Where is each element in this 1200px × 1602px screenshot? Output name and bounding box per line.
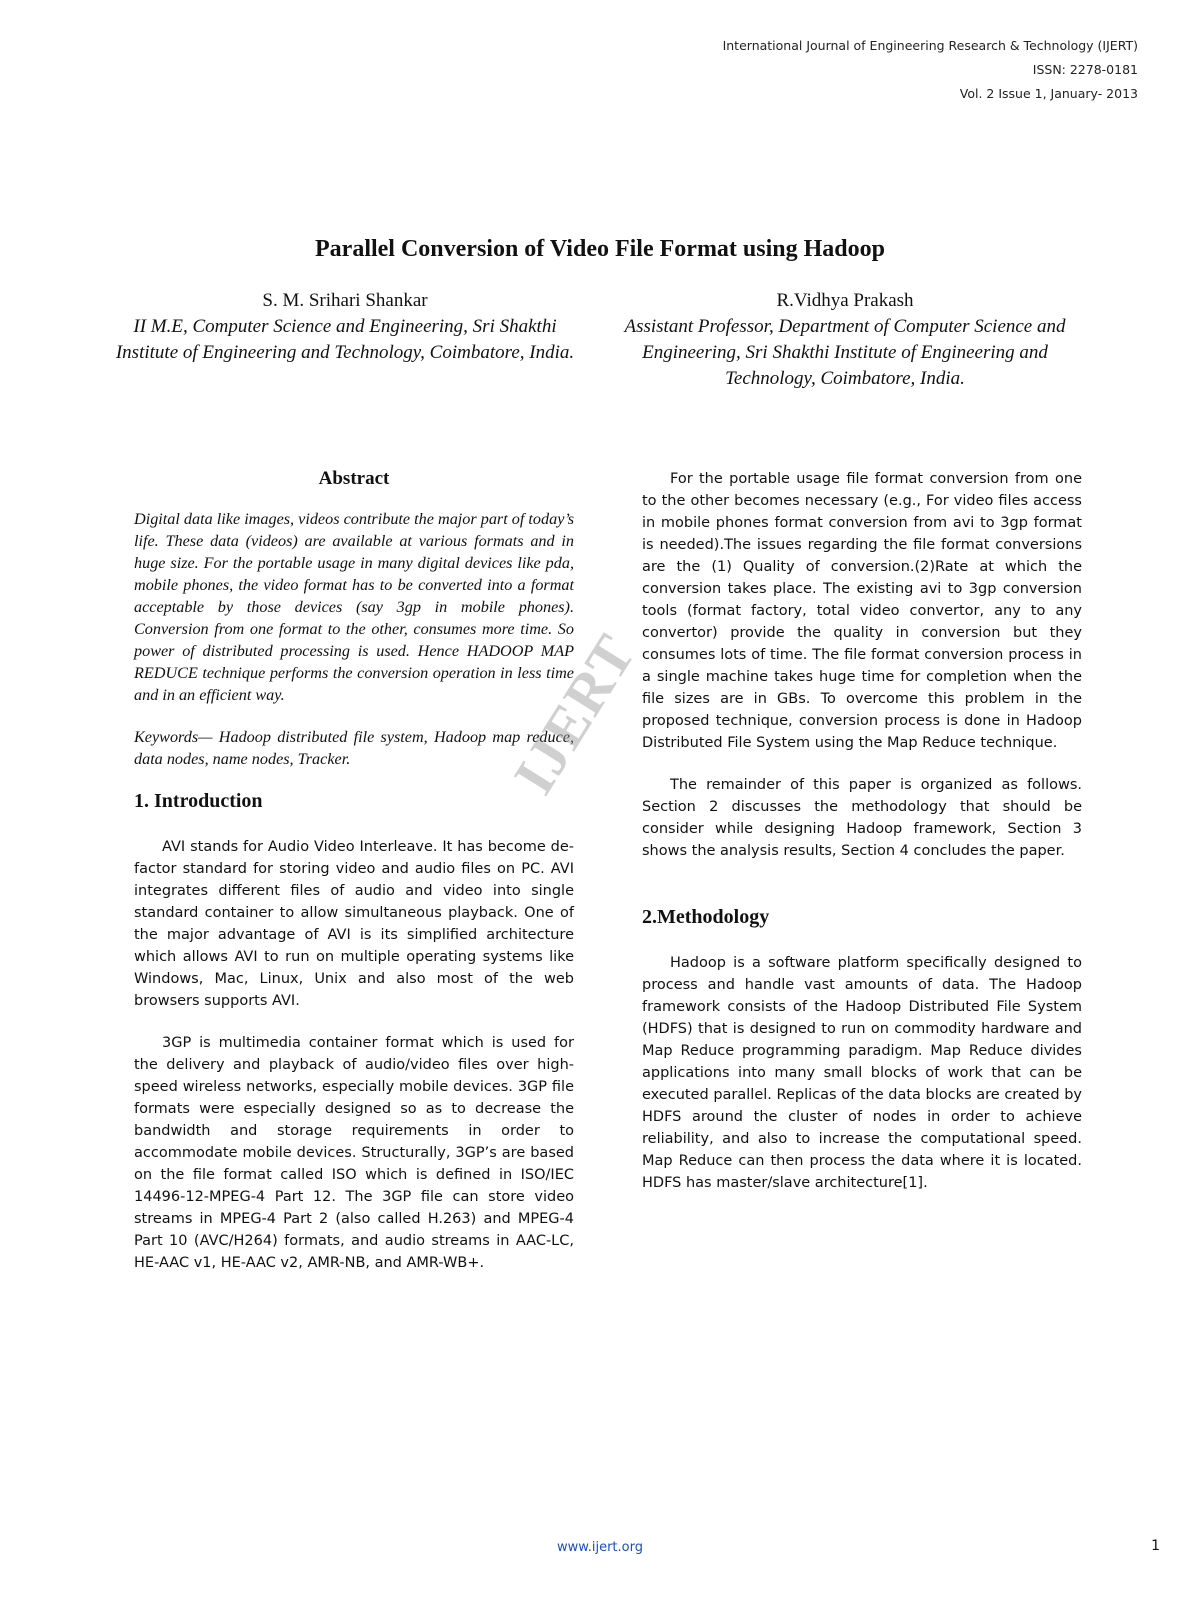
intro-paragraph-2: 3GP is multimedia container format which is used for the delivery and playback of audio/video files over high-speed wireless networks, especially mobile devices. 3GP file formats were especially designed so as to decrease the bandwidth and storage requirements in order to accommodate mobile devices. Structurally, 3GP’s are based on the file format called ISO which is defined in ISO/IEC 14496-12-MPEG-4 Part 12. The 3GP file can store video streams in MPEG-4 Part 2 (also called H.263) and MPEG-4 Part 10 (AVC/H264) formats, and audio streams in AAC-LC, HE-AAC v1, HE-AAC v2, AMR-NB, and AMR-WB+. bbox=[134, 1035, 574, 1271]
journal-name: International Journal of Engineering Research & Technology (IJERT) bbox=[722, 38, 1138, 53]
abstract-heading: Abstract bbox=[318, 468, 390, 489]
keywords: Keywords— Hadoop distributed file system, Hadoop map reduce, data nodes, name nodes, Tracker. bbox=[134, 728, 574, 768]
author-name: S. M. Srihari Shankar bbox=[262, 290, 428, 311]
author-affiliation: II M.E, Computer Science and Engineering, Sri Shakthi Institute of Engineering and Technology, Coimbatore, India. bbox=[115, 316, 575, 363]
intro-paragraph-3: For the portable usage file format conversion from one to the other becomes necessary (e.g., For video files access in mobile phones format conversion from avi to 3gp format is needed).The issues regarding the file format conversions are the (1) Quality of conversion.(2)Rate at which the conversion takes place. The existing avi to 3gp conversion tools (format factory, total video convertor, any to any convertor) provide the quality in conversion but they consumes lots of time. The file format conversion process in a single machine takes huge time for completion when the file sizes are in GBs. To overcome this problem in the proposed technique, conversion process is done in Hadoop Distributed File System using the Map Reduce technique. bbox=[642, 471, 1082, 751]
volume-issue: Vol. 2 Issue 1, January- 2013 bbox=[959, 86, 1138, 101]
author-block-2 bbox=[610, 288, 1080, 392]
right-column bbox=[642, 468, 1082, 1194]
intro-paragraph-4: The remainder of this paper is organized as follows. Section 2 discusses the methodology that should be consider while designing Hadoop framework, Section 3 shows the analysis results, Section 4 concludes the paper. bbox=[642, 777, 1082, 859]
watermark: IJERT bbox=[500, 623, 649, 805]
author-block-1 bbox=[110, 288, 580, 366]
paper-title: Parallel Conversion of Video File Format using Hadoop bbox=[315, 236, 885, 262]
author-affiliation: Assistant Professor, Department of Computer Science and Engineering, Sri Shakthi Institute of Engineering and Technology, Coimbatore, India. bbox=[624, 316, 1066, 389]
issn: ISSN: 2278-0181 bbox=[1032, 62, 1138, 77]
abstract-text: Digital data like images, videos contribute the major part of today’s life. These data (videos) are available at various formats and in huge size. For the portable usage in many digital devices like pda, mobile phones, the video format has to be converted into a format acceptable by those devices (say 3gp in mobile phones). Conversion from one format to the other, consumes more time. So power of distributed processing is used. Hence HADOOP MAP REDUCE technique performs the conversion operation in less time and in an efficient way. bbox=[134, 510, 574, 704]
footer-url-link[interactable]: www.ijert.org bbox=[557, 1540, 643, 1555]
methodology-paragraph-1: Hadoop is a software platform specifically designed to process and handle vast amounts of data. The Hadoop framework consists of the Hadoop Distributed File System (HDFS) that is designed to run on commodity hardware and Map Reduce programming paradigm. Map Reduce divides applications into many small blocks of work that can be executed parallel. Replicas of the data blocks are created by HDFS around the cluster of nodes in order to achieve reliability, and also to increase the computational speed. Map Reduce can then process the data where it is located. HDFS has master/slave architecture[1]. bbox=[642, 955, 1082, 1191]
author-name: R.Vidhya Prakash bbox=[776, 290, 914, 311]
page-number: 1 bbox=[1151, 1538, 1160, 1554]
section-heading-methodology: 2.Methodology bbox=[642, 906, 770, 928]
section-heading-introduction: 1. Introduction bbox=[134, 790, 263, 812]
journal-header bbox=[723, 34, 1138, 106]
intro-paragraph-1: AVI stands for Audio Video Interleave. It has become de-factor standard for storing video and audio files on PC. AVI integrates different files of audio and video into single standard container to allow simultaneous playback. One of the major advantage of AVI is its simplified architecture which allows AVI to run on multiple operating systems like Windows, Mac, Linux, Unix and also most of the web browsers supports AVI. bbox=[134, 839, 574, 1009]
left-column bbox=[134, 468, 574, 1274]
